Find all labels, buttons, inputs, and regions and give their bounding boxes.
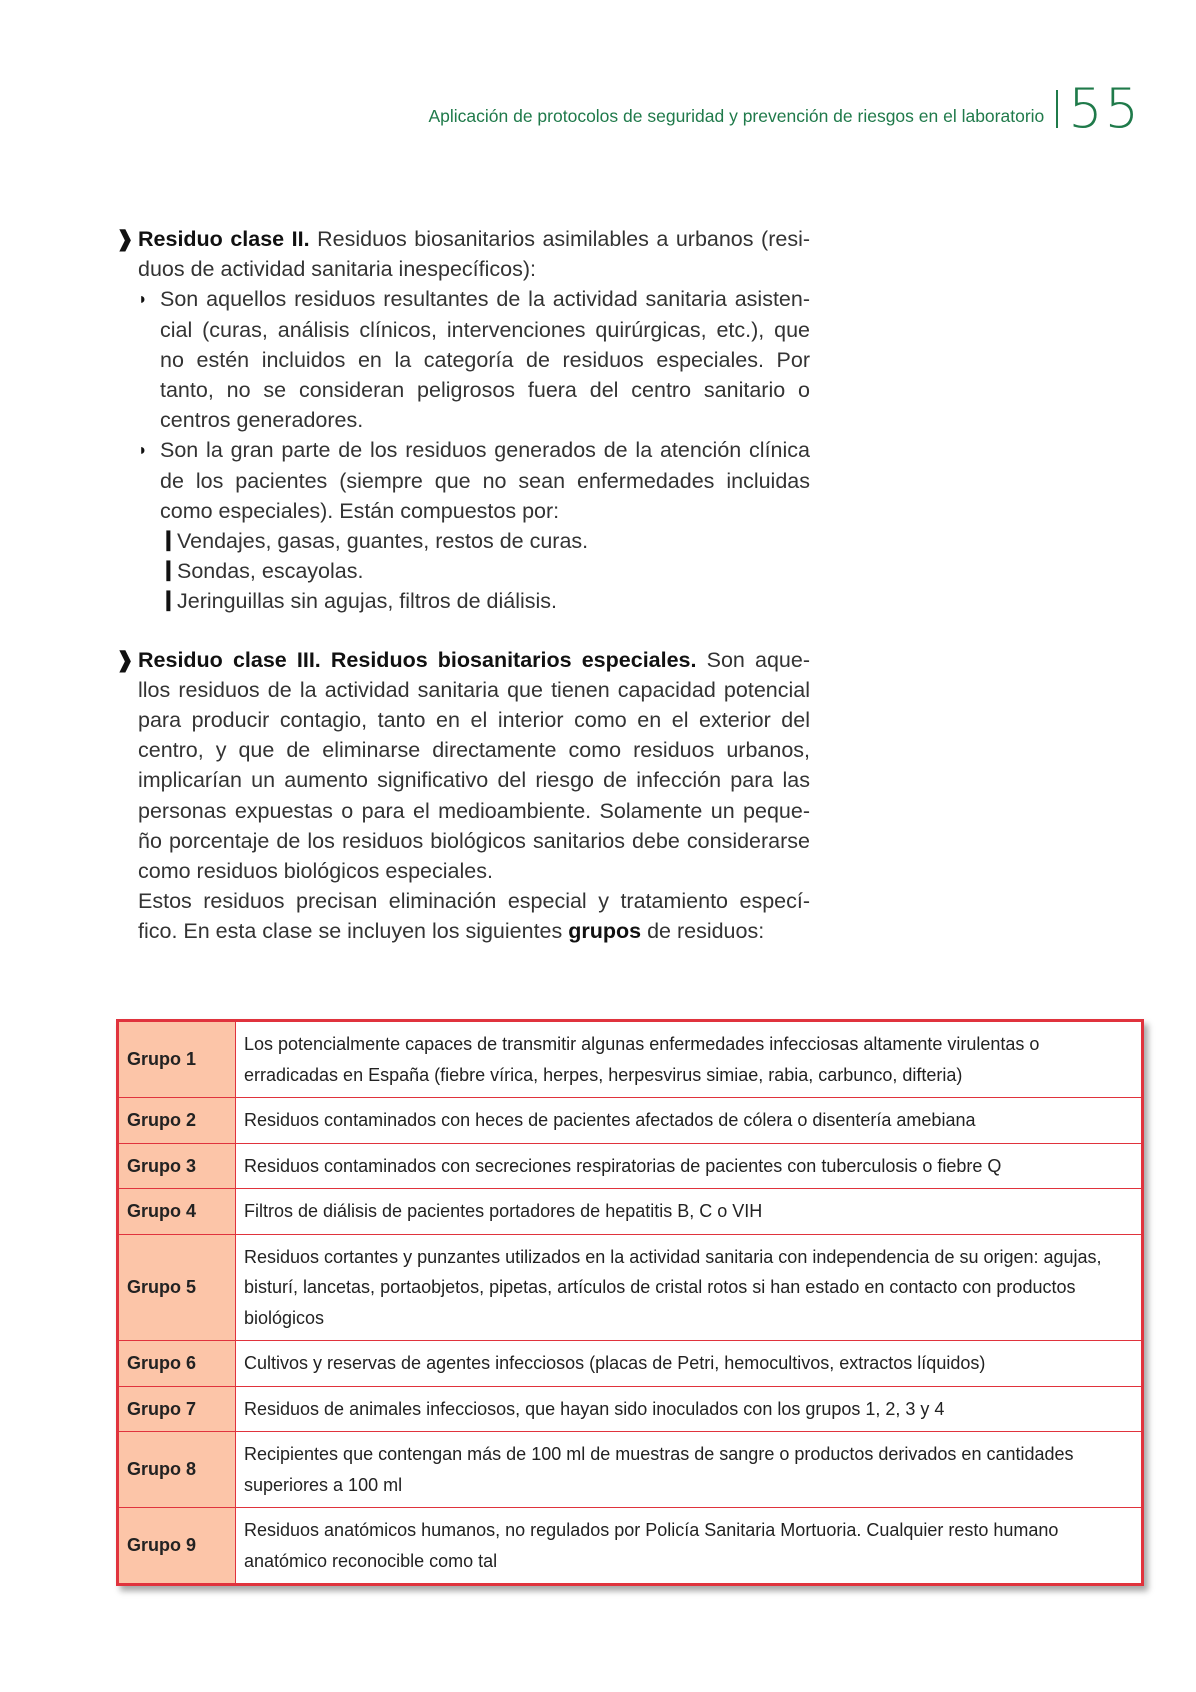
class3-text: centro, y que de eliminarse directamente como residuos urbanos,: [138, 738, 810, 763]
bullet-marker: ❙: [160, 589, 177, 612]
table-row: [119, 1098, 1142, 1144]
spacer: [116, 617, 810, 645]
class2-item1-text: generadores.: [236, 408, 364, 433]
group-description: Recipientes que contengan más de 100 ml de muestras de sangre o productos derivados en cantidades superiores a 100 ml: [236, 1432, 1142, 1508]
group-label: Grupo 2: [119, 1098, 236, 1144]
bullet-marker: ❱: [116, 227, 135, 251]
class2-intro: duos de actividad sanitaria inespecíficos):: [138, 257, 536, 282]
group-description: Residuos contaminados con heces de pacientes afectados de cólera o disentería amebiana: [236, 1098, 1142, 1144]
table-row: [119, 1189, 1142, 1235]
class2-title: Residuo clase II.: [138, 227, 310, 251]
bullet-marker: ◗: [138, 442, 148, 460]
class3-title: Residuo clase III. Residuos biosanitarios especiales.: [138, 647, 697, 672]
class3-paragraph: [116, 886, 810, 946]
class2-subitem-text: Jeringuillas sin agujas, filtros de diálisis.: [177, 589, 558, 614]
class2-item1-text: cial (curas, análisis clínicos, intervenciones quirúrgicas, etc.), que: [160, 317, 810, 342]
class2-item1-text: no se consideran peligrosos fuera del centro sanitario o centros: [160, 378, 810, 433]
group-label: Grupo 9: [119, 1508, 236, 1584]
bullet-marker: ◗: [138, 291, 148, 309]
class2-item: [116, 284, 810, 435]
bullet-marker: ❙: [160, 559, 177, 582]
bullet-marker: ❙: [160, 529, 177, 552]
class2-item2-text: como especiales). Están compuestos por:: [160, 498, 560, 523]
class2-item2-text: Son la gran parte de los residuos generados de la atención clínica: [160, 438, 810, 463]
table-row: [119, 1341, 1142, 1387]
table-row: [119, 1143, 1142, 1189]
class2-subitem-text: Sondas, escayolas.: [177, 559, 364, 584]
group-label: Grupo 8: [119, 1432, 236, 1508]
header-divider: [1056, 90, 1058, 128]
class2-intro: Residuos biosanitarios asimilables a urbanos (resi-: [309, 227, 810, 251]
group-label: Grupo 4: [119, 1189, 236, 1235]
class2-item2-text: de los pacientes (siempre que no sean enfermedades incluidas: [160, 468, 810, 493]
class2-subitem: [116, 586, 810, 616]
group-description: Residuos contaminados con secreciones respiratorias de pacientes con tuberculosis o fiebre Q: [236, 1143, 1142, 1189]
main-text: [116, 224, 810, 947]
class3-para2-text: de residuos:: [641, 919, 765, 944]
group-description: Filtros de diálisis de pacientes portadores de hepatitis B, C o VIH: [236, 1189, 1142, 1235]
group-description: Residuos cortantes y punzantes utilizados en la actividad sanitaria con independencia de su origen: agujas, bisturí, lancetas, portaobjetos, pipetas, artículos de cristal rotos si han estado en contacto con productos biológicos: [236, 1234, 1142, 1341]
class2-bullet: [116, 224, 810, 284]
group-description: Cultivos y reservas de agentes infecciosos (placas de Petri, hemocultivos, extractos líquidos): [236, 1341, 1142, 1387]
class3-para2-text: fico. En esta clase se incluyen los siguientes: [138, 919, 569, 944]
group-label: Grupo 7: [119, 1386, 236, 1432]
group-label: Grupo 3: [119, 1143, 236, 1189]
class3-para2-text: Estos residuos precisan eliminación especial y tratamiento especí-: [138, 889, 810, 914]
class2-item1-text: Son aquellos residuos resultantes de la actividad sanitaria asisten-: [160, 287, 810, 312]
groups-table: [116, 1019, 1144, 1586]
class2-subitem: [116, 556, 810, 586]
class2-subitem: [116, 526, 810, 556]
class3-text: implicarían un aumento significativo del riesgo de infección para las: [138, 768, 810, 793]
group-description: Residuos anatómicos humanos, no regulados por Policía Sanitaria Mortuoria. Cualquier resto humano anatómico reconocible como tal: [236, 1508, 1142, 1584]
class3-text: personas expuestas o para el medioambiente. Solamente un peque-: [138, 798, 810, 823]
class3-text: llos residuos de la actividad sanitaria que tienen capacidad potencial: [138, 677, 810, 702]
group-description: Los potencialmente capaces de transmitir algunas enfermedades infecciosas altamente virulentas o erradicadas en España (fiebre vírica, herpes, herpesvirus simiae, rabia, carbunco, difteria): [236, 1022, 1142, 1098]
table-row: [119, 1234, 1142, 1341]
class3-text: para producir contagio, tanto en el interior como en el exterior del: [138, 708, 810, 733]
group-label: Grupo 6: [119, 1341, 236, 1387]
class3-text: ño porcentaje de los residuos biológicos sanitarios debe considerarse: [138, 828, 810, 853]
group-description: Residuos de animales infecciosos, que hayan sido inoculados con los grupos 1, 2, 3 y 4: [236, 1386, 1142, 1432]
bullet-marker: ❱: [116, 647, 135, 672]
class3-para2-bold: grupos: [568, 919, 642, 944]
page-number: 55: [1068, 77, 1141, 140]
page-header: [428, 77, 1141, 140]
table-row: [119, 1386, 1142, 1432]
class2-item1-text: no estén incluidos en la categoría de residuos especiales. Por tanto,: [160, 347, 810, 403]
table-row: [119, 1508, 1142, 1584]
table-row: [119, 1432, 1142, 1508]
class3-text: como residuos biológicos especiales.: [138, 859, 493, 884]
class3-bullet: [116, 645, 810, 887]
class2-subitem-text: Vendajes, gasas, guantes, restos de curas.: [177, 529, 589, 554]
class2-item: [116, 435, 810, 526]
group-label: Grupo 1: [119, 1022, 236, 1098]
class3-text: Son aque-: [696, 647, 810, 672]
running-header-title: Aplicación de protocolos de seguridad y prevención de riesgos en el laboratorio: [428, 105, 1045, 126]
group-label: Grupo 5: [119, 1234, 236, 1341]
table-row: [119, 1022, 1142, 1098]
